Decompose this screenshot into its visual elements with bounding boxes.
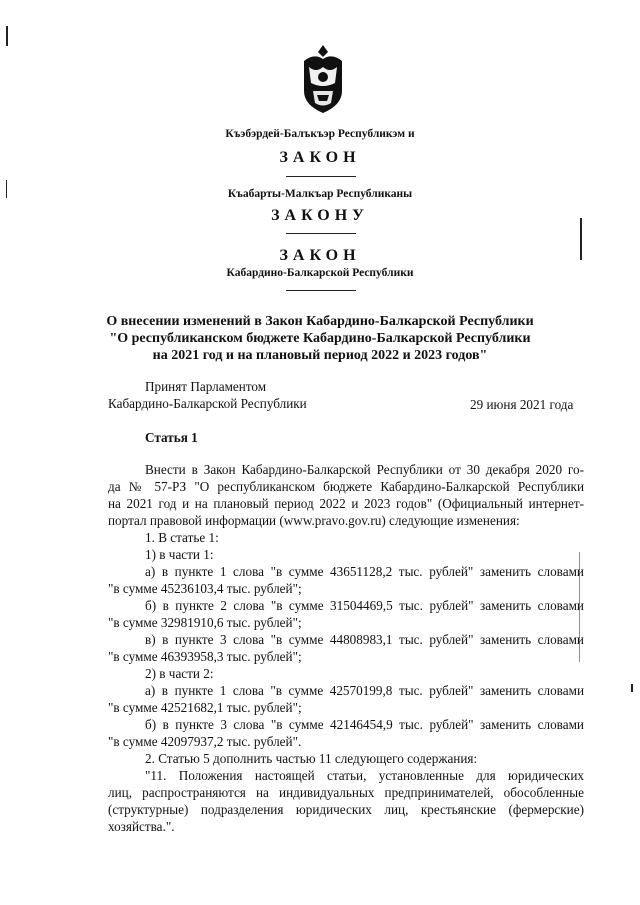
- article-line: в) в пункте 3 слова "в сумме 44808983,1 тыс. рублей" заменить словами: [145, 632, 584, 647]
- header-balkar-law: ЗАКОНУ: [271, 207, 369, 224]
- article-line: "в сумме 46393958,3 тыс. рублей";: [108, 649, 302, 664]
- article-line: на 2021 год и на плановый период 2022 и 2023 годов" (Официальный интернет-: [108, 496, 584, 511]
- article-line: Внести в Закон Кабардино-Балкарской Республики от 30 декабря 2020 го-: [145, 462, 584, 477]
- scan-mark-right-edge: [631, 684, 633, 692]
- header-kabardian-republic: Къэбэрдей-Балъкъэр Республикэм и: [225, 128, 415, 140]
- header-divider-2: [286, 233, 356, 234]
- article-line: "в сумме 32981910,6 тыс. рублей";: [108, 615, 302, 630]
- coat-of-arms-emblem: [300, 43, 346, 115]
- article-heading: Статья 1: [145, 430, 198, 445]
- article-line: да № 57-РЗ "О республиканском бюджете Кабардино-Балкарской Республики: [108, 479, 584, 494]
- article-line: б) в пункте 2 слова "в сумме 31504469,5 тыс. рублей" заменить словами: [145, 598, 584, 613]
- article-line: "в сумме 45236103,4 тыс. рублей";: [108, 581, 302, 596]
- article-line: портал правовой информации (www.pravo.gov.ru) следующие изменения:: [108, 513, 520, 528]
- header-balkar-republic: Къабарты-Малкъар Республиканы: [227, 188, 413, 200]
- article-line: хозяйства.".: [108, 819, 175, 834]
- law-title-line: О внесении изменений в Закон Кабардино-Балкарской Республики: [106, 314, 534, 329]
- article-line: "в сумме 42521682,1 тыс. рублей";: [108, 700, 302, 715]
- article-line: 1. В статье 1:: [145, 530, 219, 545]
- scan-mark-left-top: [6, 26, 8, 46]
- law-title: [0, 313, 640, 364]
- article-line: (структурные) подразделения юридических лиц, крестьянские (фермерские): [108, 802, 584, 817]
- article-line: 2. Статью 5 дополнить частью 11 следующего содержания:: [145, 751, 478, 766]
- adoption-line-1: Принят Парламентом: [145, 379, 267, 394]
- header-kabardian-law: ЗАКОН: [279, 149, 361, 166]
- article-line: а) в пункте 1 слова "в сумме 43651128,2 тыс. рублей" заменить словами: [145, 564, 584, 579]
- article-line: 2) в части 2:: [145, 666, 214, 681]
- header-divider-1: [286, 176, 356, 177]
- article-line: "в сумме 42097937,2 тыс. рублей".: [108, 734, 302, 749]
- article-line: "11. Положения настоящей статьи, установленные для юридических: [145, 768, 584, 783]
- article-line: б) в пункте 3 слова "в сумме 42146454,9 тыс. рублей" заменить словами: [145, 717, 584, 732]
- law-title-line: на 2021 год и на плановый период 2022 и 2023 годов": [152, 348, 488, 363]
- adoption-date: 29 июня 2021 года: [470, 397, 574, 412]
- header-divider-3: [286, 290, 356, 291]
- article-line: а) в пункте 1 слова "в сумме 42570199,8 тыс. рублей" заменить словами: [145, 683, 584, 698]
- header-russian-law: ЗАКОН: [279, 247, 361, 264]
- article-line: 1) в части 1:: [145, 547, 214, 562]
- law-title-line: "О республиканском бюджете Кабардино-Балкарской Республики: [109, 331, 531, 346]
- article-line: лиц, распространяются на индивидуальных предпринимателей, обособленные: [108, 785, 584, 800]
- adoption-line-2: Кабардино-Балкарской Республики: [108, 396, 307, 411]
- header-russian-republic: Кабардино-Балкарской Республики: [226, 267, 414, 279]
